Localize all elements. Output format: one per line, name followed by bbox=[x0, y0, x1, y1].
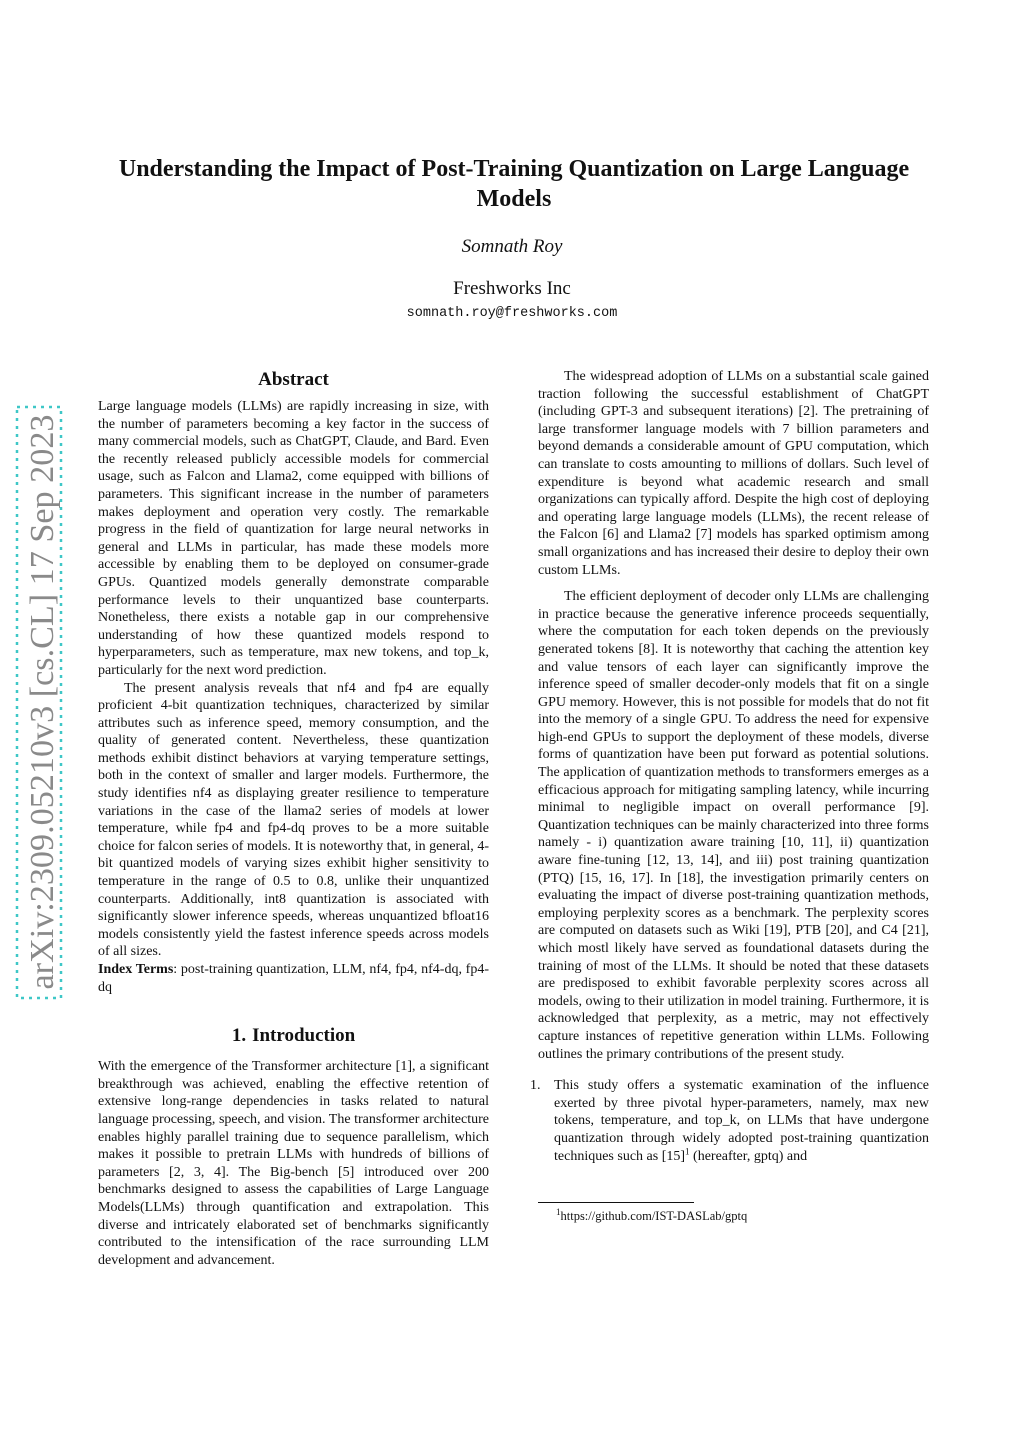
contributions-list bbox=[530, 1077, 929, 1165]
author-name: Somnath Roy bbox=[461, 236, 563, 257]
abstract-paragraph-1: Large language models (LLMs) are rapidly increasing in size, with the number of parameters becoming a key factor in the success of many commercial models, such as ChatGPT, Claude, and Bard. Even the recently released publicly accessible models for commercial usage, such as Falcon and Llama2, come equipped with billions of parameters. This significant increase in the number of parameters makes deployment and operation very costly. The remarkable progress in the field of quantization for large neural networks in general and LLMs in particular, has made these models more accessible by enabling them to be deployed on consumer-grade GPUs. Quantized models generally demonstrate comparable performance levels to their unquantized base counterparts. Nonetheless, there exists a notable gap in our comprehensive understanding of how these quantized models respond to hyperparameters, such as temperature, max new tokens, and top_k, particularly for the next word prediction. bbox=[98, 399, 489, 678]
right-column bbox=[530, 368, 929, 1224]
author-affiliation: Freshworks Inc bbox=[453, 278, 571, 299]
footnote-ref: 1 bbox=[685, 1145, 690, 1156]
footnote bbox=[538, 1208, 929, 1224]
footnote-divider bbox=[538, 1202, 694, 1203]
contribution-number: 1. bbox=[530, 1078, 541, 1094]
footnote-url: https://github.com/IST-DASLab/gptq bbox=[560, 1209, 748, 1224]
author-email: somnath.roy@freshworks.com bbox=[406, 306, 618, 321]
intro-paragraph-3: The efficient deployment of decoder only LLMs are challenging in practice because the generative inference proceeds sequentially, where the computation for each token depends on the previously generated tokens [8]. It is noteworthy that caching the attention key and value tensors of each layer can significantly improve the inference speed of smaller decoder-only models that fit on a single GPU memory. However, this is not possible for models that do not fit into the memory of a single GPU. To address the need for expensive high-end GPUs to support the deployment of these models, diverse forms of quantization have been put forward as potential solutions. The application of quantization methods to transformers emerges as a efficacious approach for mitigating sampling latency, while incurring minimal to negligible impact on overall performance [9]. Quantization techniques can be mainly characterized into three forms namely - i) quantization aware training [10, 11], ii) quantization aware fine-tuning [12, 13, 14], and iii) post training quantization (PTQ) [15, 16, 17]. In [18], the investigation primarily centers on evaluating the impact of diverse post-training quantization methods, employing perplexity scores as a benchmark. The perplexity scores are computed on datasets such as Wiki [19], PTB [20], and C4 [21], which mostl likely have served as foundational datasets during the training of most of the LLMs. It should be noted that these datasets are predisposed to exhibit favorable perplexity scores across all models, owing to their utilization in model training. Furthermore, it is acknowledged that perplexity, as a metric, may not effectively capture instances of repetitive generation within LLMs. Following outlines the primary contributions of the present study. bbox=[538, 589, 929, 1062]
paper-title: Understanding the Impact of Post-Training Quantization on Large Language Models bbox=[118, 156, 910, 212]
introduction-heading bbox=[98, 1024, 489, 1048]
contribution-text: This study offers a systematic examination of the influence exerted by three pivotal hyper-parameters, namely, max new tokens, temperature, and top_k, on LLMs that have undergone quantization through widely adopted post-training quantization techniques such as [15] bbox=[554, 1078, 929, 1164]
index-terms bbox=[98, 961, 489, 996]
index-terms-label: Index Terms bbox=[98, 962, 174, 977]
arxiv-id-stamp bbox=[8, 405, 68, 1000]
intro-paragraph-2: The widespread adoption of LLMs on a substantial scale gained traction following the successful establishment of ChatGPT (including GPT-3 and subsequent iterations) [2]. The pretraining of large transformer language models with 7 billion parameters and beyond demands a considerable amount of GPU computation, which can translate to costs amounting to millions of dollars. Such level of expenditure is beyond what academic research and small organizations can typically afford. Despite the high cost of deploying and operating large language models (LLMs), the recent release of the Falcon [6] and Llama2 [7] models has sparked optimism among small organizations and has increased their desire to deploy their own custom LLMs. bbox=[538, 369, 929, 578]
intro-paragraph-1: With the emergence of the Transformer architecture [1], a significant breakthrough was achieved, enabling the effective retention of extensive long-range dependencies in tasks related to natural language processing, speech, and vision. The transformer architecture enables highly parallel training due to sequence parallelism, which makes it possible to pretrain LLMs with hundreds of billions of parameters [2, 3, 4]. The Big-bench [5] introduced over 200 benchmarks designed to assess the capabilities of Large Language Models(LLMs) through quantification and extrapolation. This diverse and intricately elaborated set of benchmarks significantly contributed to the intensification of the race surrounding LLM development and advancement. bbox=[98, 1059, 489, 1268]
left-column bbox=[98, 368, 489, 1269]
section-title: Introduction bbox=[252, 1025, 356, 1047]
abstract-paragraph-2: The present analysis reveals that nf4 and fp4 are equally proficient 4-bit quantization techniques, characterized by similar attributes such as inference speed, memory consumption, and the quality of generated content. Nevertheless, these quantization methods exhibit distinct behaviors at varying temperature settings, both in the context of smaller and larger models. Furthermore, the study identifies nf4 as displaying greater resilience to temperature variations in the case of the llama2 series of models at lower temperature, while fp4 and fp4-dq proves to be a more suitable choice for falcon series of models. It is noteworthy that, in general, 4-bit quantized models of varying sizes exhibit higher sensitivity to temperature in the range of 0.5 to 0.8, unlike their unquantized counterparts. Additionally, int8 quantization is associated with significantly slower inference speeds, whereas unquantized bfloat16 models consistently yield the fastest inference speeds across models of all sizes. bbox=[98, 680, 489, 960]
index-terms-list: : post-training quantization, LLM, nf4, fp4, nf4-dq, fp4-dq bbox=[98, 962, 489, 995]
arxiv-id-text: arXiv:2309.05210v3 [cs.CL] 17 Sep 2023 bbox=[24, 417, 61, 990]
abstract-heading: Abstract bbox=[258, 369, 329, 390]
section-number: 1. bbox=[231, 1025, 247, 1047]
arxiv-id-rotated bbox=[8, 405, 68, 1000]
contribution-text-cont: (hereafter, gptq) and bbox=[689, 1148, 808, 1164]
footnote-mark: 1 bbox=[556, 1206, 561, 1217]
contribution-item bbox=[530, 1077, 929, 1165]
